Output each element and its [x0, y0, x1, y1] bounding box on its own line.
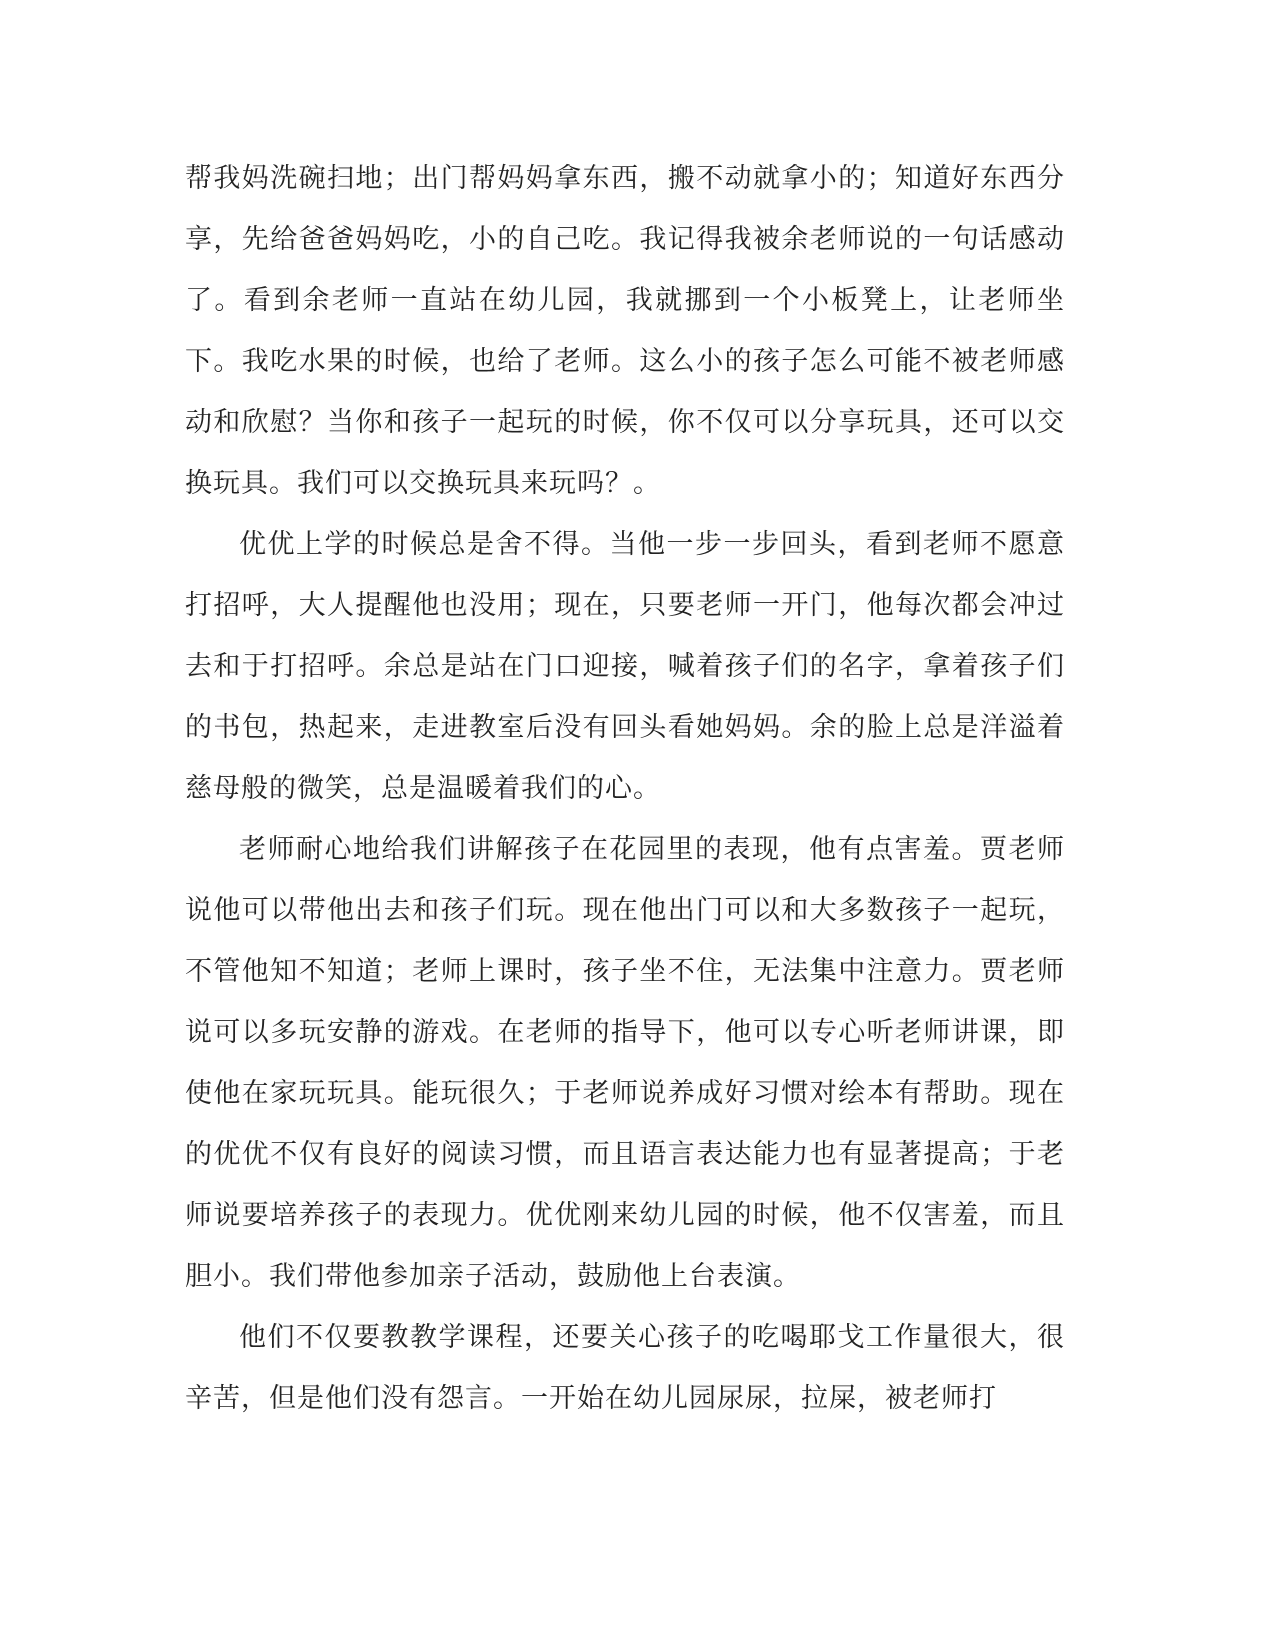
- paragraph-school-greeting: 优优上学的时候总是舍不得。当他一步一步回头，看到老师不愿意打招呼，大人提醒他也没用；现在，只要老师一开门，他每次都会冲过去和于打招呼。余总是站在门口迎接，喊着孩子们的名字，拿着孩子们的书包，热起来，走进教室后没有回头看她妈妈。余的脸上总是洋溢着慈母般的微笑，总是温暖着我们的心。: [185, 529, 1065, 804]
- document-body: [185, 148, 1065, 1429]
- paragraph-teacher-workload: 他们不仅要教教学课程，还要关心孩子的吃喝耶戈工作量很大，很辛苦，但是他们没有怨言。一开始在幼儿园尿尿，拉屎，被老师打: [185, 1322, 1065, 1414]
- paragraph-teacher-guidance: 老师耐心地给我们讲解孩子在花园里的表现，他有点害羞。贾老师说他可以带他出去和孩子们玩。现在他出门可以和大多数孩子一起玩，不管他知不知道；老师上课时，孩子坐不住，无法集中注意力。贾老师说可以多玩安静的游戏。在老师的指导下，他可以专心听老师讲课，即使他在家玩玩具。能玩很久；于老师说养成好习惯对绘本有帮助。现在的优优不仅有良好的阅读习惯，而且语言表达能力也有显著提高；于老师说要培养孩子的表现力。优优刚来幼儿园的时候，他不仅害羞，而且胆小。我们带他参加亲子活动，鼓励他上台表演。: [185, 834, 1065, 1292]
- paragraph-continuation: 帮我妈洗碗扫地；出门帮妈妈拿东西，搬不动就拿小的；知道好东西分享，先给爸爸妈妈吃，小的自己吃。我记得我被余老师说的一句话感动了。看到余老师一直站在幼儿园，我就挪到一个小板凳上，让老师坐下。我吃水果的时候，也给了老师。这么小的孩子怎么可能不被老师感动和欣慰？当你和孩子一起玩的时候，你不仅可以分享玩具，还可以交换玩具。我们可以交换玩具来玩吗？。: [185, 163, 1065, 499]
